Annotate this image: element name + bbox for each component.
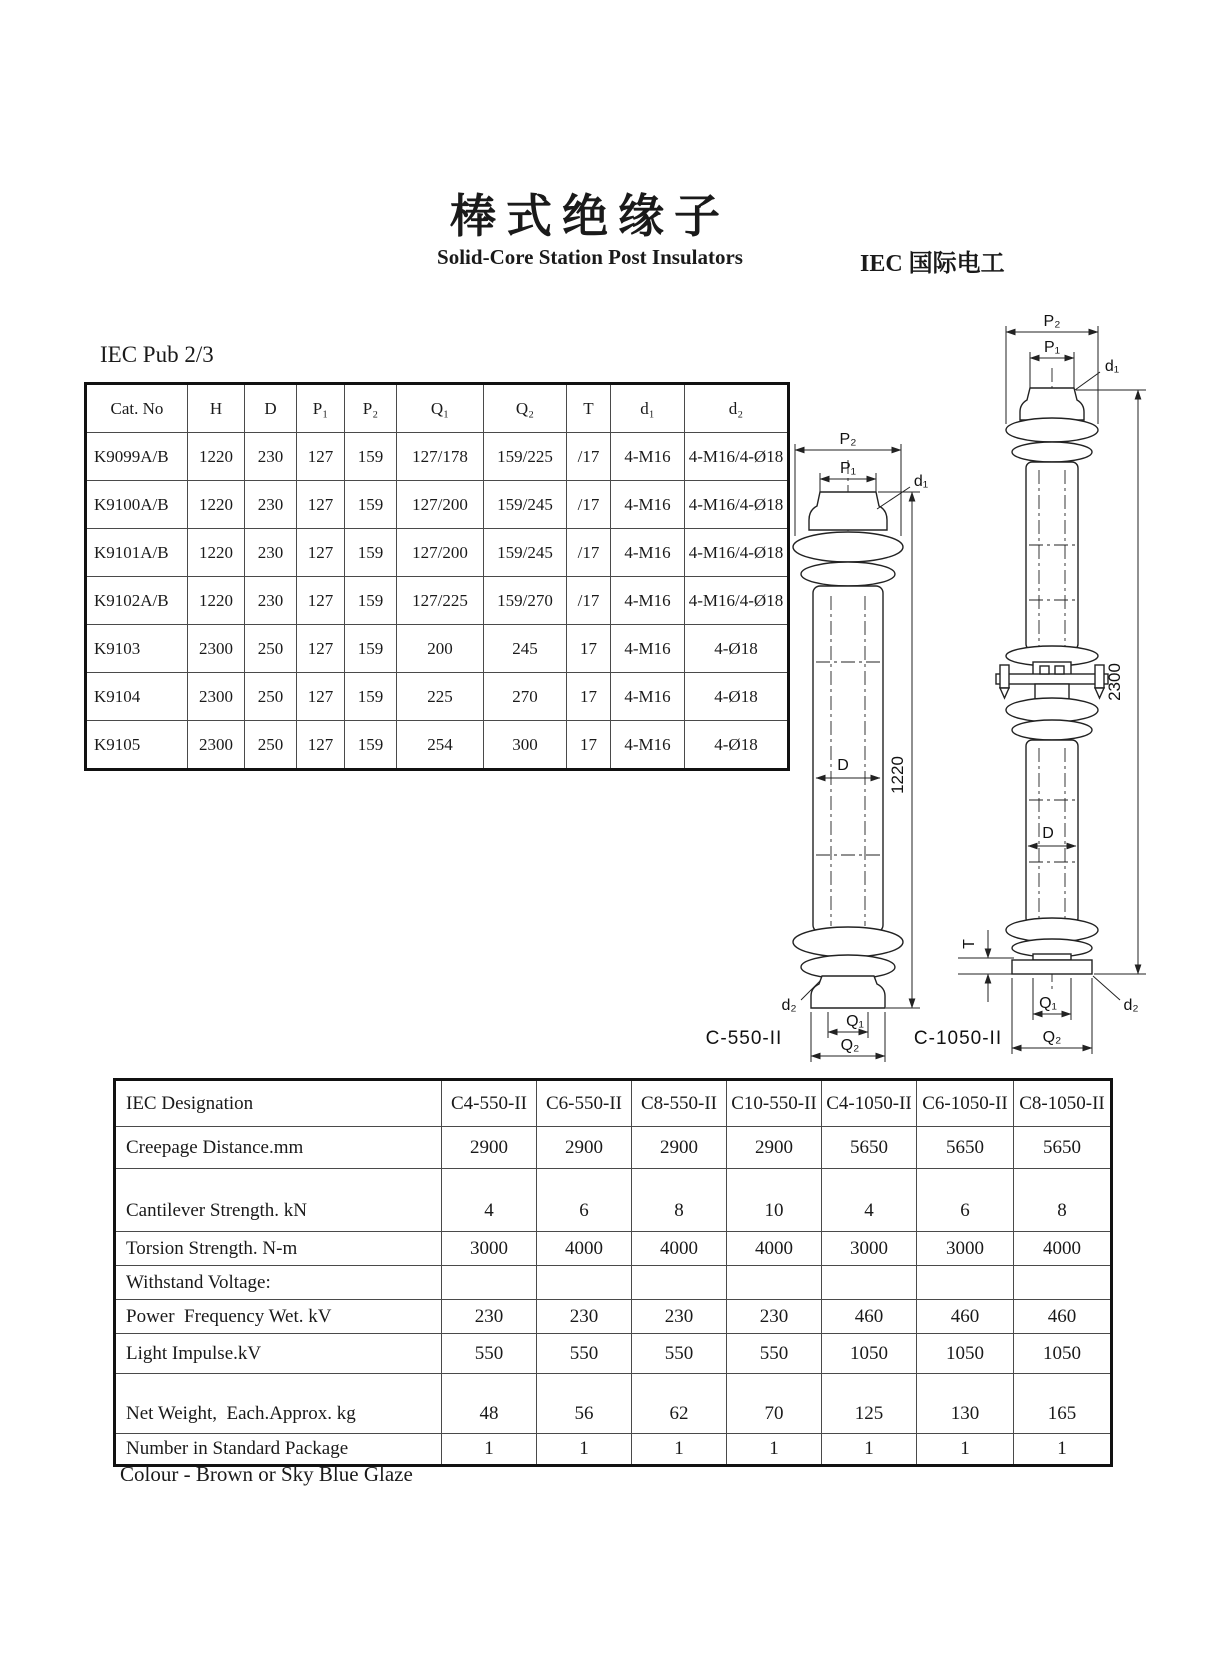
table-row bbox=[115, 1434, 1112, 1466]
drawing-caption-c550: C-550-II bbox=[705, 1028, 783, 1049]
header-cell: P₂ bbox=[345, 384, 397, 433]
table-cell: Light Impulse.kV bbox=[115, 1334, 442, 1374]
table-cell: 159 bbox=[345, 625, 397, 673]
drawing-caption-c1050: C-1050-II bbox=[913, 1028, 1003, 1049]
table-cell: 4-M16/4-Ø18 bbox=[685, 481, 789, 529]
table-cell: 8 bbox=[632, 1169, 727, 1232]
dim-label-d: D bbox=[1042, 825, 1054, 842]
table-cell: 17 bbox=[567, 721, 611, 770]
dim-label-q1: Q₁ bbox=[846, 1013, 864, 1030]
table-cell: K9102A/B bbox=[86, 577, 188, 625]
table-cell: 48 bbox=[442, 1374, 537, 1434]
table-cell: 159 bbox=[345, 529, 397, 577]
table-cell: Power Frequency Wet. kV bbox=[115, 1300, 442, 1334]
table-cell: 550 bbox=[727, 1334, 822, 1374]
iec-standard-label: IEC 国际电工 bbox=[860, 251, 1005, 277]
table-cell: 4-M16 bbox=[611, 481, 685, 529]
table-cell: 2900 bbox=[442, 1127, 537, 1169]
table-cell: 200 bbox=[397, 625, 484, 673]
table-cell: 1 bbox=[727, 1434, 822, 1466]
table-cell: 2900 bbox=[632, 1127, 727, 1169]
table-cell: 165 bbox=[1014, 1374, 1112, 1434]
table-cell bbox=[917, 1266, 1014, 1300]
table-cell bbox=[632, 1266, 727, 1300]
table-cell: 4-Ø18 bbox=[685, 673, 789, 721]
table-cell: 1 bbox=[537, 1434, 632, 1466]
table-cell: 127/200 bbox=[397, 529, 484, 577]
dim-value-height-right: 2300 bbox=[1105, 663, 1124, 701]
table-cell: 4000 bbox=[727, 1232, 822, 1266]
table-cell: 2300 bbox=[188, 673, 245, 721]
table-cell: 159 bbox=[345, 577, 397, 625]
table-cell: 159/245 bbox=[484, 481, 567, 529]
table-cell: 159 bbox=[345, 721, 397, 770]
table-cell: C6-550-II bbox=[537, 1080, 632, 1127]
table-row bbox=[115, 1300, 1112, 1334]
table-cell: 159/270 bbox=[484, 577, 567, 625]
table-cell: 270 bbox=[484, 673, 567, 721]
table-cell: 125 bbox=[822, 1374, 917, 1434]
table-cell: 460 bbox=[1014, 1300, 1112, 1334]
table-cell: 1 bbox=[632, 1434, 727, 1466]
table-row bbox=[115, 1080, 1112, 1127]
table-cell: 127 bbox=[297, 481, 345, 529]
table-cell: 245 bbox=[484, 625, 567, 673]
table-cell: 4-M16 bbox=[611, 577, 685, 625]
table-cell: Torsion Strength. N-m bbox=[115, 1232, 442, 1266]
table-cell: 2900 bbox=[537, 1127, 632, 1169]
dim-value-height-left: 1220 bbox=[888, 756, 907, 794]
table-row bbox=[115, 1266, 1112, 1300]
table-cell: 17 bbox=[567, 673, 611, 721]
table-cell: 2300 bbox=[188, 625, 245, 673]
table-cell: /17 bbox=[567, 433, 611, 481]
table-cell: 159/225 bbox=[484, 433, 567, 481]
header-cell: Q₂ bbox=[484, 384, 567, 433]
table-cell bbox=[822, 1266, 917, 1300]
table-cell: 4-M16 bbox=[611, 721, 685, 770]
table-cell: 250 bbox=[245, 721, 297, 770]
dim-label-t: T bbox=[961, 939, 978, 949]
table-cell: 56 bbox=[537, 1374, 632, 1434]
page-title-chinese: 棒式绝缘子 bbox=[450, 191, 730, 242]
table-cell: 1050 bbox=[822, 1334, 917, 1374]
insulator-drawings bbox=[660, 280, 1205, 1075]
header-cell: T bbox=[567, 384, 611, 433]
table-cell: 17 bbox=[567, 625, 611, 673]
table-cell: 1 bbox=[1014, 1434, 1112, 1466]
table-cell: 2300 bbox=[188, 721, 245, 770]
table-cell: K9103 bbox=[86, 625, 188, 673]
table-cell: IEC Designation bbox=[115, 1080, 442, 1127]
table-row bbox=[115, 1232, 1112, 1266]
table-cell: K9101A/B bbox=[86, 529, 188, 577]
table-cell: C4-550-II bbox=[442, 1080, 537, 1127]
header-cell: D bbox=[245, 384, 297, 433]
header-cell: H bbox=[188, 384, 245, 433]
title-block bbox=[385, 192, 795, 270]
table-cell: 230 bbox=[632, 1300, 727, 1334]
left-insulator-drawing bbox=[706, 431, 928, 1062]
dim-label-q2: Q₂ bbox=[1042, 1029, 1062, 1046]
table-cell: 127 bbox=[297, 721, 345, 770]
table-cell: 5650 bbox=[822, 1127, 917, 1169]
table-cell: 3000 bbox=[822, 1232, 917, 1266]
table-cell: 230 bbox=[245, 529, 297, 577]
table-cell: 4-Ø18 bbox=[685, 625, 789, 673]
table-cell: 5650 bbox=[1014, 1127, 1112, 1169]
table-cell: C8-550-II bbox=[632, 1080, 727, 1127]
table-cell: 230 bbox=[537, 1300, 632, 1334]
dim-label-p1: P₁ bbox=[839, 460, 857, 477]
table-cell: Number in Standard Package bbox=[115, 1434, 442, 1466]
header-cell: d₂ bbox=[685, 384, 789, 433]
table-cell: K9100A/B bbox=[86, 481, 188, 529]
table-cell bbox=[727, 1266, 822, 1300]
dim-label-q2: Q₂ bbox=[840, 1037, 860, 1054]
table-row bbox=[115, 1374, 1112, 1434]
table-cell: 4-M16/4-Ø18 bbox=[685, 433, 789, 481]
table-cell: 230 bbox=[245, 577, 297, 625]
table-cell: 159 bbox=[345, 433, 397, 481]
dim-label-p2: P₂ bbox=[1043, 313, 1061, 330]
table-cell: Withstand Voltage: bbox=[115, 1266, 442, 1300]
dim-label-d2: d₂ bbox=[1123, 997, 1139, 1014]
header-cell: Q₁ bbox=[397, 384, 484, 433]
table-cell: 3000 bbox=[442, 1232, 537, 1266]
table-cell: Cantilever Strength. kN bbox=[115, 1169, 442, 1232]
colour-note: Colour - Brown or Sky Blue Glaze bbox=[120, 1462, 413, 1486]
table-cell: 225 bbox=[397, 673, 484, 721]
table-cell: 4-M16 bbox=[611, 673, 685, 721]
table-cell: 1220 bbox=[188, 433, 245, 481]
table-cell: /17 bbox=[567, 577, 611, 625]
table-cell: K9104 bbox=[86, 673, 188, 721]
table-row bbox=[115, 1334, 1112, 1374]
dim-label-p2: P₂ bbox=[839, 431, 857, 448]
table-cell: 5650 bbox=[917, 1127, 1014, 1169]
insulator-cap bbox=[1020, 388, 1084, 420]
table-cell: 4000 bbox=[632, 1232, 727, 1266]
table-cell: 4000 bbox=[1014, 1232, 1112, 1266]
dim-label-q1: Q₁ bbox=[1039, 995, 1057, 1012]
header-cell: Cat. No bbox=[86, 384, 188, 433]
table-cell: 460 bbox=[822, 1300, 917, 1334]
table-cell: 1 bbox=[822, 1434, 917, 1466]
table-cell: 127/225 bbox=[397, 577, 484, 625]
page-title-english: Solid-Core Station Post Insulators bbox=[437, 244, 743, 269]
table-cell: 4-Ø18 bbox=[685, 721, 789, 770]
table-cell: 4000 bbox=[537, 1232, 632, 1266]
table-cell bbox=[537, 1266, 632, 1300]
table-cell: C4-1050-II bbox=[822, 1080, 917, 1127]
table-cell: 230 bbox=[245, 433, 297, 481]
table-cell: 127 bbox=[297, 625, 345, 673]
table-cell: 1220 bbox=[188, 577, 245, 625]
table-cell bbox=[442, 1266, 537, 1300]
table-cell: 4-M16 bbox=[611, 529, 685, 577]
table-row bbox=[115, 1127, 1112, 1169]
table-cell: Net Weight, Each.Approx. kg bbox=[115, 1374, 442, 1434]
dim-label-p1: P₁ bbox=[1043, 339, 1061, 356]
table-cell: 127 bbox=[297, 577, 345, 625]
table-cell: 250 bbox=[245, 673, 297, 721]
table-cell: 1 bbox=[917, 1434, 1014, 1466]
table-cell: 550 bbox=[632, 1334, 727, 1374]
table-cell: Creepage Distance.mm bbox=[115, 1127, 442, 1169]
table-cell: 159 bbox=[345, 481, 397, 529]
insulator-base bbox=[811, 976, 885, 1008]
table-cell: 4-M16 bbox=[611, 433, 685, 481]
dim-label-d2: d₂ bbox=[781, 997, 797, 1014]
table-cell: 3000 bbox=[917, 1232, 1014, 1266]
table-cell: 230 bbox=[245, 481, 297, 529]
table-cell: 130 bbox=[917, 1374, 1014, 1434]
table-cell: 550 bbox=[537, 1334, 632, 1374]
insulator-base-plate bbox=[1012, 960, 1092, 974]
flange-bolt bbox=[1000, 665, 1009, 688]
table-cell: 460 bbox=[917, 1300, 1014, 1334]
table-cell: 250 bbox=[245, 625, 297, 673]
table-cell: 159 bbox=[345, 673, 397, 721]
table-cell: 6 bbox=[537, 1169, 632, 1232]
table-cell: 127 bbox=[297, 529, 345, 577]
table-cell: 62 bbox=[632, 1374, 727, 1434]
table-cell: 2900 bbox=[727, 1127, 822, 1169]
table-cell: 6 bbox=[917, 1169, 1014, 1232]
table-cell: 8 bbox=[1014, 1169, 1112, 1232]
insulator-upper-body bbox=[1026, 462, 1078, 650]
flange-bolt bbox=[1095, 665, 1104, 688]
right-insulator-drawing bbox=[914, 313, 1146, 1054]
table-cell: 70 bbox=[727, 1374, 822, 1434]
table-cell: 1 bbox=[442, 1434, 537, 1466]
table-cell: C6-1050-II bbox=[917, 1080, 1014, 1127]
insulator-cap bbox=[809, 492, 887, 530]
table-cell: 4-M16 bbox=[611, 625, 685, 673]
flange-plate bbox=[996, 674, 1108, 684]
table-cell: 230 bbox=[442, 1300, 537, 1334]
table-cell: 10 bbox=[727, 1169, 822, 1232]
dim-label-d1: d₁ bbox=[913, 473, 929, 490]
dim-label-d: D bbox=[837, 757, 849, 774]
table-cell: /17 bbox=[567, 481, 611, 529]
table-cell: 4-M16/4-Ø18 bbox=[685, 577, 789, 625]
table-cell: 230 bbox=[727, 1300, 822, 1334]
table-cell: 1050 bbox=[917, 1334, 1014, 1374]
table-cell: C10-550-II bbox=[727, 1080, 822, 1127]
header-cell: d₁ bbox=[611, 384, 685, 433]
table-cell: 1220 bbox=[188, 529, 245, 577]
table-cell: 127 bbox=[297, 673, 345, 721]
table-cell: /17 bbox=[567, 529, 611, 577]
table-cell: 127/178 bbox=[397, 433, 484, 481]
table-cell: C8-1050-II bbox=[1014, 1080, 1112, 1127]
table-cell: 127/200 bbox=[397, 481, 484, 529]
table-cell: 4 bbox=[822, 1169, 917, 1232]
table-cell: 159/245 bbox=[484, 529, 567, 577]
table-cell: 127 bbox=[297, 433, 345, 481]
iec-pub-label: IEC Pub 2/3 bbox=[100, 342, 214, 367]
table-cell: 4 bbox=[442, 1169, 537, 1232]
table-cell: 550 bbox=[442, 1334, 537, 1374]
table-cell: K9105 bbox=[86, 721, 188, 770]
table-row bbox=[115, 1169, 1112, 1232]
dim-label-d1: d₁ bbox=[1104, 358, 1120, 375]
table-cell: 1050 bbox=[1014, 1334, 1112, 1374]
table-cell: K9099A/B bbox=[86, 433, 188, 481]
table-cell: 300 bbox=[484, 721, 567, 770]
table-cell bbox=[1014, 1266, 1112, 1300]
table-cell: 1220 bbox=[188, 481, 245, 529]
table-cell: 4-M16/4-Ø18 bbox=[685, 529, 789, 577]
header-cell: P₁ bbox=[297, 384, 345, 433]
table-cell: 254 bbox=[397, 721, 484, 770]
iec-designation-table bbox=[113, 1078, 1113, 1467]
